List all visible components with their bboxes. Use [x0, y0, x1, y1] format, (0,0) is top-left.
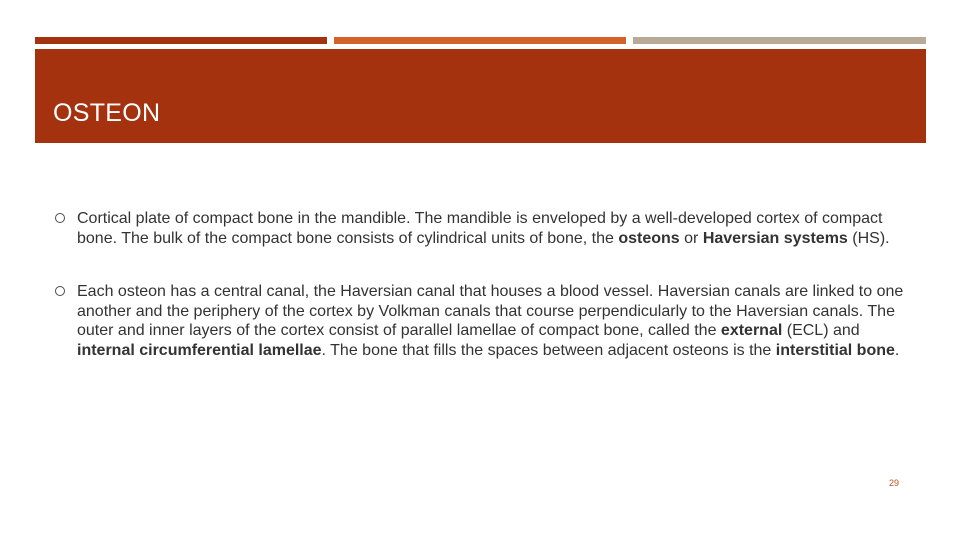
title-band [35, 49, 926, 143]
bullet-2-text-3: . The bone that fills the spaces between adjacent osteons is the [321, 341, 776, 359]
bullet-2-text-1: Each osteon has a central canal, the Haversian canal that houses a blood vessel. Haversian canals are linked to one another and the periphery of the cortex by Volkman canals that course perpendicularly to the Haversian canals. The outer and inner layers of the cortex consist of parallel lamellae of compact bone, called the [77, 283, 904, 339]
bullet-1-bold-osteons: osteons [618, 229, 680, 247]
bullet-item-2 [55, 282, 915, 360]
bullet-2-text-2: (ECL) and [782, 322, 860, 339]
bullet-2-bold-interstitial-bone: interstitial bone [775, 341, 895, 359]
slide-title: OSTEON [53, 99, 161, 127]
bullet-1-bold-haversian-systems: Haversian systems [702, 229, 848, 247]
bullet-1-text-3: (HS). [847, 229, 890, 247]
accent-bar-1 [35, 37, 327, 44]
bullet-2-text-4: . [894, 341, 900, 359]
circle-bullet-icon [55, 213, 65, 223]
bullet-2-bold-external: external [720, 322, 783, 339]
accent-bar-2 [334, 37, 626, 44]
page-number: 29 [889, 478, 900, 488]
bullet-1-text-2: or [679, 229, 703, 247]
accent-bar-3 [633, 37, 926, 44]
content-body [55, 209, 915, 360]
bullet-1-text-1: Cortical plate of compact bone in the mandible. The mandible is enveloped by a well-developed cortex of compact bone. The bulk of the compact bone consists of cylindrical units of bone, the [77, 210, 883, 247]
bullet-2-bold-internal-circumferential-lamellae: internal circumferential lamellae [77, 341, 322, 359]
bullet-item-1 [55, 209, 915, 248]
circle-bullet-icon [55, 286, 65, 296]
